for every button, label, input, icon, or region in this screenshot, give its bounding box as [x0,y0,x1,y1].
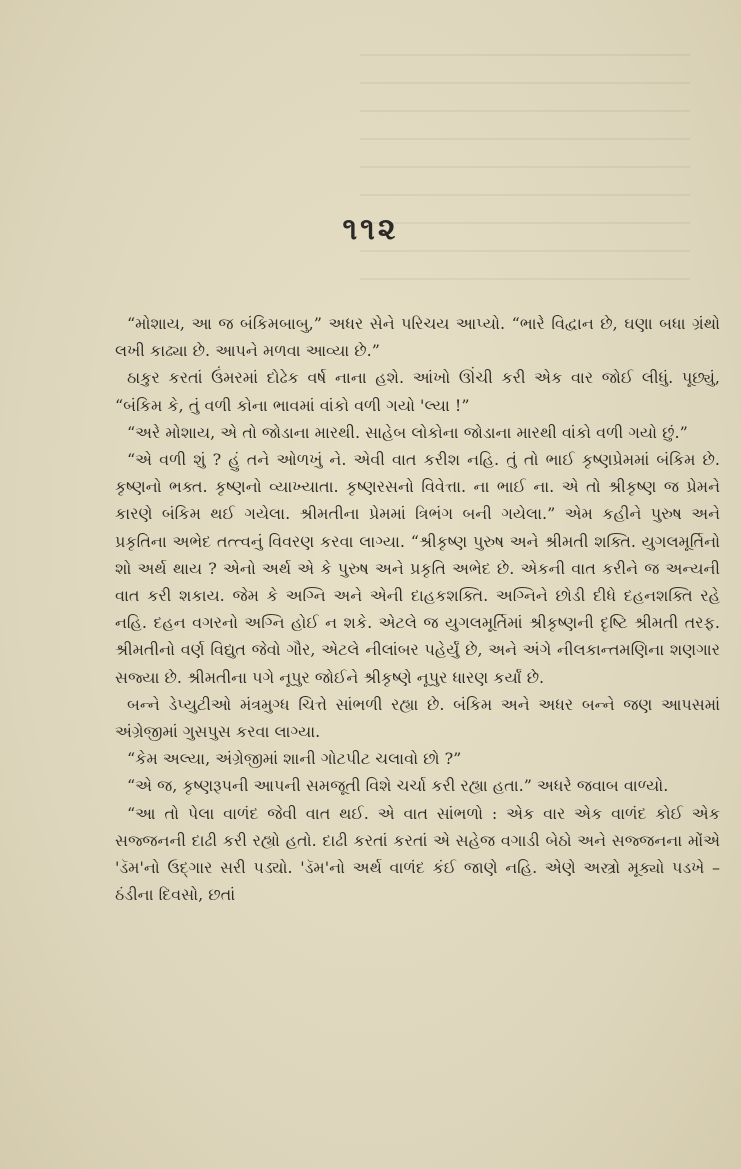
body-text [115,310,720,908]
paragraph: બન્ને ડેપ્યુટીઓ મંત્રમુગ્ધ ચિત્તે સાંભળી રહ્યા છે. બંકિમ અને અધર બન્ને જણ આપસમાં અંગ્રેજીમાં ગુસપુસ કરવા લાગ્યા. [115,694,720,742]
paragraph: “એ વળી શું ? હું તને ઓળખું ને. એવી વાત કરીશ નહિ. તું તો ભાઈ કૃષ્ણપ્રેમમાં બંકિમ છે. કૃષ્ણનો ભક્ત. કૃષ્ણનો વ્યાખ્યાતા. કૃષ્ણરસનો વિવેત્તા. ના ભાઈ ના. એ તો શ્રીકૃષ્ણ જ પ્રેમને કારણે બંકિમ થઈ ગયેલા. શ્રીમતીના પ્રેમમાં ત્રિભંગ બની ગયેલા.” એમ કહીને પુરુષ અને પ્રકૃતિના અભેદ તત્ત્વનું વિવરણ કરવા લાગ્યા. “શ્રીકૃષ્ણ પુરુષ અને શ્રીમતી શક્તિ. યુગલમૂર્તિનો શો અર્થ થાય ? એનો અર્થ એ કે પુરુષ અને પ્રકૃતિ અભેદ છે. એકની વાત કરીને જ અન્યની વાત કરી શકાય. જેમ કે અગ્નિ અને એની દાહકશક્તિ. અગ્નિને છોડી દીધે દહનશક્તિ રહે નહિ. દહન વગરનો અગ્નિ હોઈ ન શકે. એટલે જ યુગલમૂર્તિમાં શ્રીકૃષ્ણની દૃષ્ટિ શ્રીમતી તરફ. શ્રીમતીનો વર્ણ વિદ્યુત જેવો ગૌર, એટલે નીલાંબર પહેર્યું છે, અને અંગે નીલકાન્તમણિના શણગાર સજ્યા છે. શ્રીમતીના પગે નૂપુર જોઈને શ્રીકૃષ્ણે નૂપુર ધારણ કર્યાં છે. [115,450,720,687]
page-number: ૧૧૨ [342,212,399,247]
paragraph: “આ તો પેલા વાળંદ જેવી વાત થઈ. એ વાત સાંભળો : એક વાર એક વાળંદ કોઈ એક સજ્જનની દાઢી કરી રહ્યો હતો. દાઢી કરતાં કરતાં એ સહેજ વગાડી બેઠો અને સજ્જનના મોંએ 'ડૅમ'નો ઉદ્ગાર સરી પડ્યો. 'ડૅમ'નો અર્થ વાળંદ કંઈ જાણે નહિ. એણે અસ્ત્રો મૂક્યો પડખે – ઠંડીના દિવસો, છતાં [115,803,720,905]
paragraph: “અરે મોશાય, એ તો જોડાના મારથી. સાહેબ લોકોના જોડાના મારથી વાંકો વળી ગયો છું.” [127,422,688,442]
paragraph: “એ જ, કૃષ્ણરૂપની આપની સમજૂતી વિશે ચર્ચા કરી રહ્યા હતા.” અધરે જવાબ વાળ્યો. [127,776,669,796]
paragraph: “કેમ અલ્યા, અંગ્રેજીમાં શાની ગોટપીટ ચલાવો છો ?” [127,749,462,769]
paragraph: “મોશાય, આ જ બંકિમબાબુ,” અધર સેને પરિચય આપ્યો. “ભારે વિદ્વાન છે, ઘણા બધા ગ્રંથો લખી કાઢ્યા છે. આપને મળવા આવ્યા છે.” [115,314,720,361]
paragraph: ઠાકુર કરતાં ઉંમરમાં દોઢેક વર્ષ નાના હશે. આંખો ઊંચી કરી એક વાર જોઈ લીધું. પૂછ્યું, “બંકિમ કે, તું વળી કોના ભાવમાં વાંકો વળી ગયો 'લ્યા !” [115,368,720,415]
